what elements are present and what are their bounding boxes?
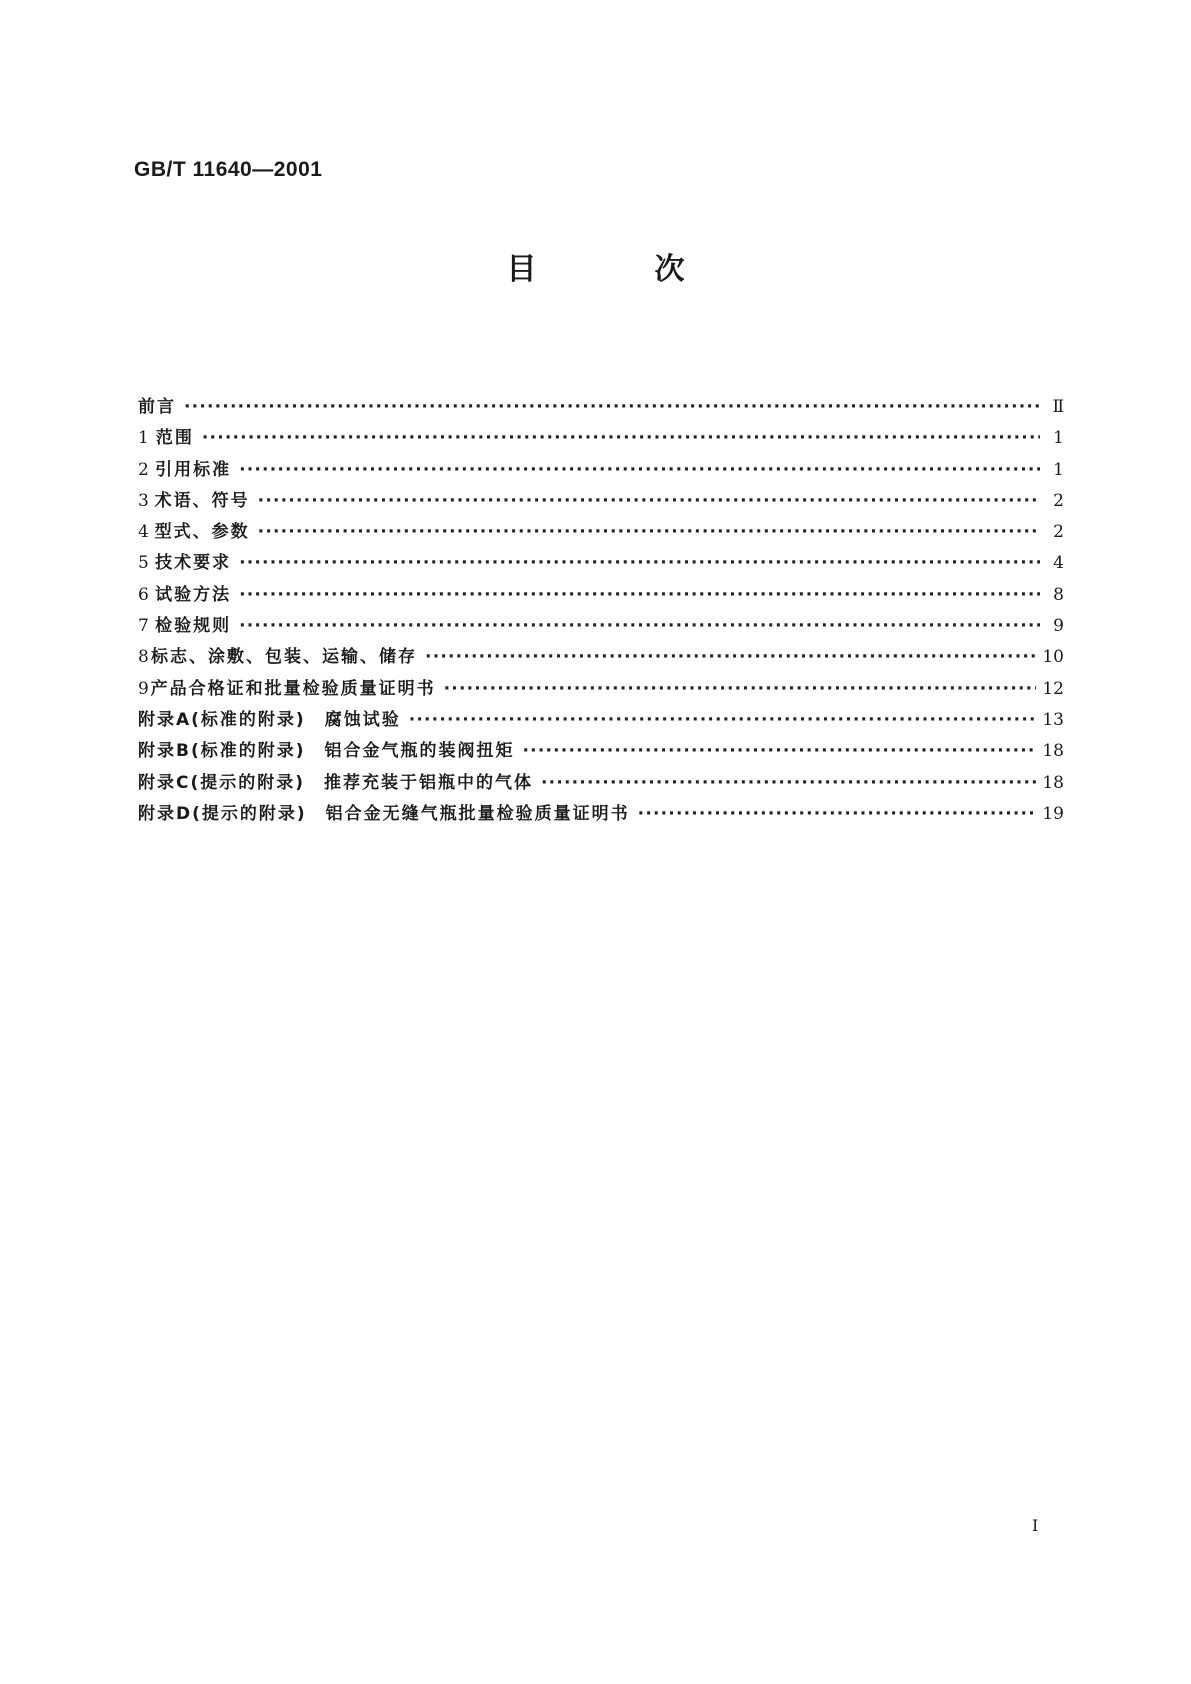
toc-entry-number: 8	[138, 647, 149, 668]
toc-entry-appendix-d[interactable]	[138, 799, 1064, 830]
toc-leader-dots	[409, 710, 1037, 730]
toc-entry-page: 10	[1042, 647, 1064, 668]
toc-entry-label: 标志、涂敷、包装、运输、储存	[151, 647, 418, 668]
toc-entry-number: 1	[138, 428, 149, 449]
table-of-contents	[138, 392, 1064, 830]
toc-entry-label: 术语、符号	[154, 490, 250, 511]
toc-entry-page: 18	[1042, 741, 1064, 762]
toc-entry-8[interactable]	[138, 642, 1064, 673]
toc-entry-foreword[interactable]	[138, 392, 1064, 423]
page-title-char-2: 次	[654, 252, 685, 287]
toc-leader-dots	[184, 397, 1040, 417]
toc-entry-number: 3	[138, 490, 149, 511]
toc-entry-page: 19	[1042, 803, 1064, 824]
toc-entry-3[interactable]	[138, 486, 1064, 517]
toc-entry-7[interactable]	[138, 611, 1064, 642]
toc-entry-page: 18	[1042, 772, 1064, 793]
toc-entry-6[interactable]	[138, 580, 1064, 611]
toc-entry-number: 6	[138, 584, 149, 605]
toc-entry-page: 8	[1053, 584, 1064, 605]
toc-entry-9[interactable]	[138, 674, 1064, 705]
toc-entry-label: 附录B(标准的附录) 铝合金气瓶的装阀扭矩	[138, 741, 515, 762]
toc-leader-dots	[444, 679, 1037, 699]
toc-entry-label: 检验规则	[155, 616, 232, 637]
page-title-char-1: 目	[506, 252, 537, 287]
toc-entry-page: 1	[1053, 428, 1064, 449]
toc-entry-4[interactable]	[138, 517, 1064, 548]
toc-entry-page: Ⅱ	[1052, 397, 1064, 417]
toc-entry-page: 9	[1053, 616, 1064, 637]
toc-entry-number: 2	[138, 459, 149, 480]
toc-leader-dots	[523, 741, 1037, 761]
toc-leader-dots	[638, 804, 1037, 824]
toc-entry-number: 7	[138, 616, 149, 637]
toc-entry-page: 1	[1053, 459, 1064, 480]
toc-entry-1[interactable]	[138, 423, 1064, 454]
toc-entry-label: 附录C(提示的附录) 推荐充装于铝瓶中的气体	[138, 772, 534, 793]
page-title	[0, 250, 1191, 290]
toc-entry-page: 2	[1053, 522, 1064, 543]
toc-entry-page: 12	[1042, 678, 1064, 699]
page-number: I	[1032, 1516, 1039, 1535]
toc-entry-page: 2	[1053, 490, 1064, 511]
standard-code: GB/T 11640—2001	[134, 158, 323, 181]
toc-entry-appendix-b[interactable]	[138, 736, 1064, 767]
toc-entry-label: 前言	[138, 397, 176, 417]
toc-entry-label: 型式、参数	[154, 522, 250, 543]
toc-entry-page: 13	[1042, 709, 1064, 730]
toc-entry-label: 技术要求	[155, 553, 232, 574]
toc-leader-dots	[425, 647, 1036, 667]
toc-entry-page: 4	[1053, 553, 1064, 574]
toc-entry-number: 4	[138, 522, 149, 543]
toc-leader-dots	[239, 460, 1040, 480]
toc-entry-5[interactable]	[138, 548, 1064, 579]
toc-entry-label: 引用标准	[155, 459, 232, 480]
toc-entry-appendix-c[interactable]	[138, 768, 1064, 799]
toc-leader-dots	[258, 522, 1040, 542]
toc-leader-dots	[258, 491, 1040, 511]
toc-entry-label: 范围	[155, 428, 194, 449]
toc-leader-dots	[541, 773, 1036, 793]
toc-leader-dots	[239, 553, 1040, 573]
toc-entry-appendix-a[interactable]	[138, 705, 1064, 736]
toc-leader-dots	[202, 428, 1040, 448]
toc-entry-2[interactable]	[138, 455, 1064, 486]
toc-leader-dots	[239, 585, 1040, 605]
toc-entry-number: 9	[138, 678, 149, 699]
toc-entry-label: 试验方法	[155, 584, 232, 605]
toc-leader-dots	[239, 616, 1040, 636]
toc-entry-label: 附录A(标准的附录) 腐蚀试验	[138, 709, 401, 730]
toc-entry-number: 5	[138, 553, 149, 574]
toc-entry-label: 附录D(提示的附录) 铝合金无缝气瓶批量检验质量证明书	[138, 803, 630, 824]
toc-entry-label: 产品合格证和批量检验质量证明书	[150, 678, 436, 699]
